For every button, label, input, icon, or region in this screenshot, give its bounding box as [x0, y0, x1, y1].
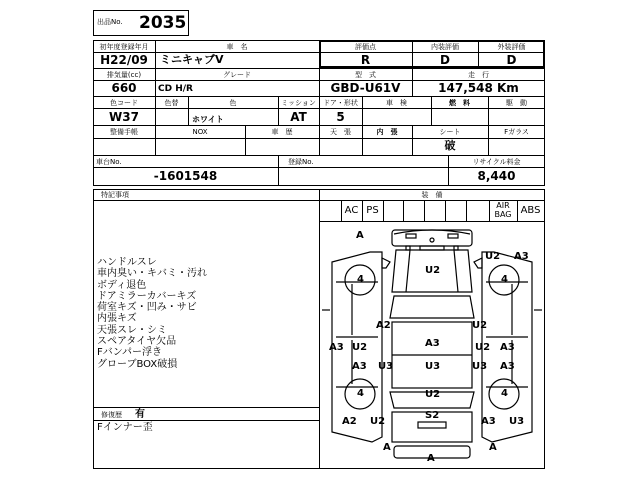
- code-u2-rear: U2: [425, 389, 441, 400]
- notes-label: 特記事項: [101, 191, 129, 199]
- code-a3-top-right: A3: [514, 251, 529, 262]
- score-value: R: [360, 53, 371, 67]
- note-line: Fバンパー浮き: [97, 347, 163, 359]
- code-u2-left: U2: [352, 342, 368, 353]
- option-ac: AC: [344, 205, 359, 216]
- equipment-cell-divider: [403, 200, 404, 221]
- code-u3-bottom-right: U3: [509, 416, 525, 427]
- mileage-label: 走 行: [468, 71, 489, 79]
- repair-label: 修復歴: [101, 411, 122, 419]
- grade-value: CD H/R: [158, 84, 193, 94]
- option-abs: ABS: [520, 205, 541, 216]
- repair-detail: Fインナー歪: [97, 422, 153, 433]
- code-a3-right: A3: [500, 342, 515, 353]
- recycle-label: リサイクル料金: [472, 158, 521, 166]
- displacement-value: 660: [111, 81, 137, 95]
- option-air-bag: [489, 201, 517, 219]
- color-swap-label: 色替: [164, 99, 179, 107]
- code-a3-left2: A3: [352, 361, 367, 372]
- code-u2-right-door: U2: [472, 320, 488, 331]
- inspection-label: 車 検: [386, 99, 407, 107]
- note-line: ボディ退色: [97, 279, 147, 291]
- note-line: スペアタイヤ欠品: [97, 336, 177, 348]
- color-code-label: 色コード: [110, 99, 138, 107]
- chassis-label: 車台No.: [96, 158, 122, 166]
- door-value: 5: [336, 110, 345, 124]
- seat-label: シート: [439, 128, 461, 136]
- repair-value: 有: [135, 409, 145, 420]
- code-tire-fr: 4: [501, 274, 508, 285]
- note-line: 車内臭い・キバミ・汚れ: [97, 268, 207, 280]
- equipment-cell-divider: [424, 200, 425, 221]
- color-label: 色: [229, 99, 237, 107]
- manual-label: 整備手帳: [110, 128, 138, 136]
- windshield-outline: [390, 296, 474, 318]
- code-a-bottom-right: A: [489, 442, 497, 453]
- mission-label: ミッション: [281, 99, 316, 107]
- mileage-value: 147,548 Km: [438, 81, 519, 95]
- displacement-label: 排気量(cc): [106, 71, 142, 79]
- car-name-value: ミニキャブV: [160, 53, 224, 66]
- fuel-label: 燃 料: [449, 99, 470, 107]
- code-a3-left: A3: [329, 342, 344, 353]
- code-u3-left: U3: [378, 361, 394, 372]
- equipment-cell-divider: [445, 200, 446, 221]
- code-u2-bottom-left: U2: [370, 416, 386, 427]
- ceiling-label: 天 張: [330, 128, 351, 136]
- color-value: ホワイト: [192, 115, 224, 124]
- code-tire-fl: 4: [357, 274, 364, 285]
- score-label: 評価点: [355, 43, 376, 51]
- exterior-value: D: [506, 53, 517, 67]
- code-u2-hood: U2: [425, 265, 441, 276]
- code-a3-bottom-right: A3: [481, 416, 496, 427]
- code-front-top: A: [356, 230, 364, 241]
- front-bumper-shape: [394, 230, 470, 234]
- nox-label: NOX: [192, 128, 208, 136]
- code-tire-rr: 4: [501, 388, 508, 399]
- code-s2-rear: S2: [425, 410, 440, 421]
- lot-number: 2035: [139, 13, 187, 33]
- first-reg-label: 初年度登録年月: [99, 43, 149, 51]
- front-lamp-right: [448, 234, 458, 238]
- note-line: 荷室キズ・凹み・サビ: [97, 302, 197, 314]
- equipment-cell-divider: [383, 200, 384, 221]
- recycle-value: 8,440: [477, 169, 516, 183]
- code-u2-top-right: U2: [485, 251, 501, 262]
- note-line: グローブBOX破損: [97, 358, 178, 370]
- car-name-label: 車 名: [226, 43, 248, 51]
- code-a2-bottom-left: A2: [342, 416, 357, 427]
- code-u2-right: U2: [475, 342, 491, 353]
- seat-value: 破: [444, 139, 456, 152]
- mission-value: AT: [290, 110, 307, 124]
- note-line: ハンドルスレ: [97, 257, 157, 268]
- interior-label: 内装評価: [431, 43, 459, 51]
- code-a-bottom-left: A: [383, 442, 391, 453]
- grade-label: グレード: [223, 71, 251, 79]
- model-label: 型 式: [355, 71, 376, 79]
- code-a3-roof: A3: [425, 338, 440, 349]
- code-a-bottom-center: A: [427, 453, 435, 464]
- interior-value: D: [440, 53, 450, 67]
- color-code-value: W37: [109, 110, 139, 124]
- code-u3-right: U3: [472, 361, 488, 372]
- notes-list: [97, 257, 207, 370]
- option-air-top: AIR: [496, 201, 510, 210]
- history-label: 車 歴: [271, 128, 293, 136]
- exterior-label: 外装評価: [497, 43, 526, 51]
- interior-trim-label: 内 張: [376, 128, 398, 136]
- model-value: GBD-U61V: [330, 81, 401, 95]
- option-ps: PS: [366, 205, 379, 216]
- lot-label: 出品No.: [97, 18, 123, 26]
- option-air-bottom: BAG: [494, 210, 512, 219]
- note-line: 内張キズ: [97, 313, 137, 325]
- note-line: ドアミラーカバーキズ: [97, 290, 197, 302]
- code-tire-rl: 4: [357, 388, 364, 399]
- drive-label: 駆 動: [506, 99, 527, 107]
- code-u3-center: U3: [425, 361, 441, 372]
- front-lamp-left: [406, 234, 416, 238]
- equipment-label: 装 備: [421, 191, 443, 199]
- note-line: 天張スレ・シミ: [97, 324, 167, 336]
- code-a3-right2: A3: [500, 361, 515, 372]
- door-label: ドア・形状: [323, 99, 358, 107]
- chassis-value: -1601548: [153, 169, 218, 183]
- code-a2-left-door: A2: [376, 320, 391, 331]
- reg-label: 登録No.: [288, 158, 314, 166]
- glass-label: Fガラス: [504, 128, 529, 136]
- equipment-cell-divider: [466, 200, 467, 221]
- first-reg-value: H22/09: [100, 53, 148, 67]
